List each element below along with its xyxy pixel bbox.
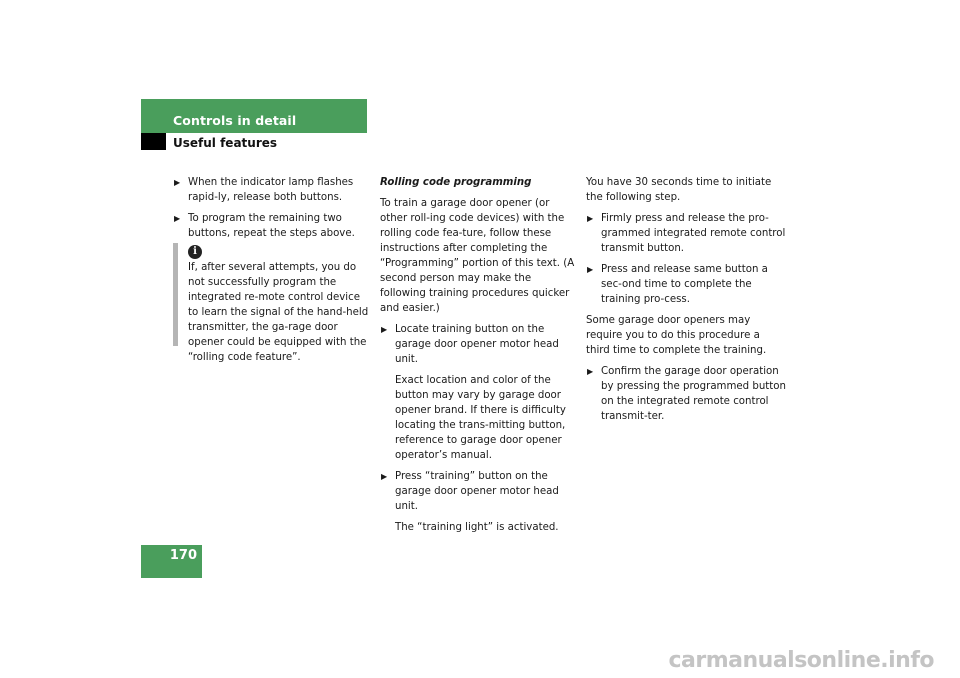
triangle-right-icon: ▶	[381, 325, 388, 334]
info-note	[173, 243, 369, 363]
triangle-right-icon: ▶	[174, 178, 181, 187]
column-1	[173, 175, 369, 247]
paragraph: You have 30 seconds time to initiate the following step.	[586, 177, 772, 203]
section-heading: Rolling code programming	[380, 177, 532, 188]
triangle-right-icon: ▶	[174, 214, 181, 223]
list-item: ▶ Firmly press and release the pro-grammed integrated remote control transmit button.	[587, 213, 786, 254]
note-text: If, after several attempts, you do not successfully program the integrated re-mote control device to learn the signal of the hand-held transmitter, the ga-rage door opener could be equipped with the “rolling code feature”.	[188, 262, 369, 363]
page-number-box	[141, 545, 202, 578]
section-subtitle: Useful features	[173, 136, 278, 150]
info-icon: i	[188, 245, 202, 259]
paragraph: To train a garage door opener (or other roll-ing code devices) with the rolling code fea-ture, follow these instructions after completing the “Programming” portion of this text. (A second person may make the following training procedures quicker and easier.)	[380, 198, 575, 314]
triangle-right-icon: ▶	[587, 214, 594, 223]
column-2	[380, 175, 576, 541]
list-item: ▶ Press and release same button a sec-ond time to complete the training pro-cess.	[587, 264, 768, 305]
list-item: ▶ Confirm the garage door operation by pressing the programmed button on the integrated remote control transmit-ter.	[587, 366, 786, 422]
triangle-right-icon: ▶	[587, 367, 594, 376]
step-detail: The “training light” is activated.	[395, 522, 559, 533]
header-marker	[141, 133, 166, 150]
triangle-right-icon: ▶	[587, 265, 594, 274]
note-bar	[173, 243, 178, 346]
list-item: ▶ Press “training” button on the garage door opener motor head unit.	[381, 471, 559, 512]
watermark: carmanualsonline.info	[668, 648, 934, 673]
page-number: 170	[169, 548, 197, 563]
list-item: ▶ Locate training button on the garage door opener motor head unit.	[381, 324, 559, 365]
step-detail: Exact location and color of the button may vary by garage door opener brand. If there is difficulty locating the trans-mitting button, reference to garage door opener operator’s manual.	[395, 375, 566, 461]
triangle-right-icon: ▶	[381, 472, 388, 481]
list-item: ▶ To program the remaining two buttons, repeat the steps above.	[174, 213, 355, 239]
paragraph: Some garage door openers may require you to do this procedure a third time to complete the training.	[586, 315, 767, 356]
column-3	[586, 175, 786, 430]
list-item: ▶ When the indicator lamp flashes rapid-ly, release both buttons.	[174, 177, 354, 203]
section-title: Controls in detail	[173, 113, 297, 128]
